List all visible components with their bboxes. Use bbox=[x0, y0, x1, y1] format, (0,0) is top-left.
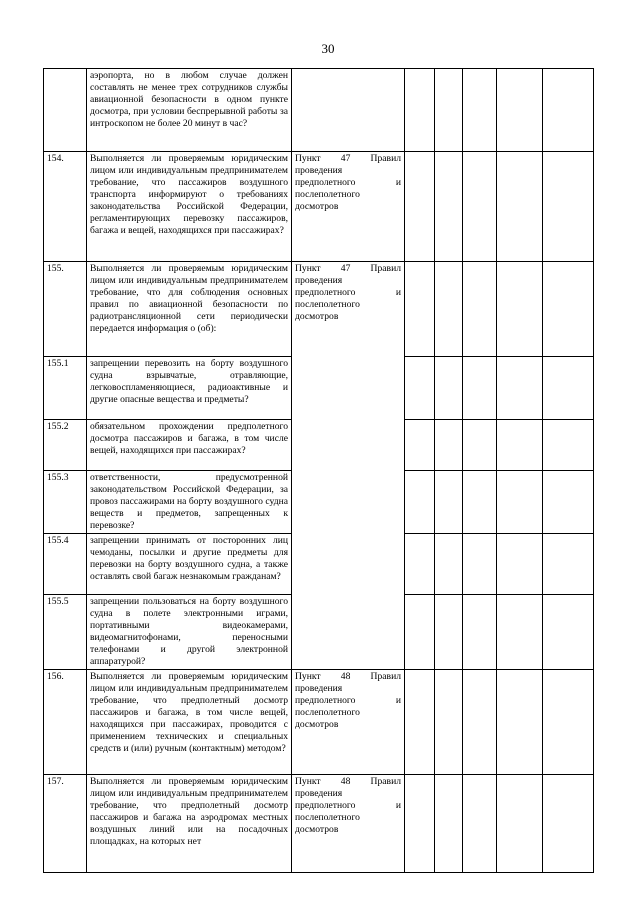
answer-cell[interactable] bbox=[463, 262, 497, 357]
answer-cell[interactable] bbox=[463, 357, 497, 420]
answer-cell[interactable] bbox=[497, 775, 543, 873]
answer-cell[interactable] bbox=[543, 534, 594, 595]
answer-cell[interactable] bbox=[543, 775, 594, 873]
answer-cell[interactable] bbox=[543, 69, 594, 152]
table-row bbox=[44, 775, 594, 873]
answer-cell[interactable] bbox=[405, 420, 435, 471]
item-number bbox=[44, 69, 87, 152]
answer-cell[interactable] bbox=[405, 534, 435, 595]
answer-cell[interactable] bbox=[497, 670, 543, 775]
legal-reference: Пункт 48 Правил проведения предполетного и послеполетного досмотров bbox=[292, 670, 405, 775]
answer-cell[interactable] bbox=[405, 152, 435, 262]
answer-cell[interactable] bbox=[405, 262, 435, 357]
answer-cell[interactable] bbox=[463, 420, 497, 471]
answer-cell[interactable] bbox=[463, 152, 497, 262]
item-number: 155.1 bbox=[44, 357, 87, 420]
answer-cell[interactable] bbox=[405, 595, 435, 670]
answer-cell[interactable] bbox=[435, 420, 463, 471]
answer-cell[interactable] bbox=[435, 152, 463, 262]
answer-cell[interactable] bbox=[497, 262, 543, 357]
answer-cell[interactable] bbox=[543, 471, 594, 534]
answer-cell[interactable] bbox=[405, 357, 435, 420]
legal-reference bbox=[292, 69, 405, 152]
answer-cell[interactable] bbox=[497, 595, 543, 670]
item-number: 156. bbox=[44, 670, 87, 775]
item-number: 155. bbox=[44, 262, 87, 357]
answer-cell[interactable] bbox=[435, 775, 463, 873]
answer-cell[interactable] bbox=[463, 775, 497, 873]
question-text: Выполняется ли проверяемым юридическим лицом или индивидуальным предпринимателем требование, что пассажиров воздушного транспорта информируют о требованиях законодательства Российской Федерации, регламентирующих перевозку пассажиров, багажа и вещей, находящихся при пассажирах? bbox=[87, 152, 292, 262]
answer-cell[interactable] bbox=[543, 152, 594, 262]
answer-cell[interactable] bbox=[497, 534, 543, 595]
answer-cell[interactable] bbox=[497, 471, 543, 534]
answer-cell[interactable] bbox=[497, 69, 543, 152]
table-row bbox=[44, 670, 594, 775]
answer-cell[interactable] bbox=[543, 420, 594, 471]
answer-cell[interactable] bbox=[405, 670, 435, 775]
answer-cell[interactable] bbox=[435, 69, 463, 152]
question-text: аэропорта, но в любом случае должен составлять не менее трех сотрудников службы авиационной безопасности в одном пункте досмотра, при условии беспрерывной работы за интроскопом не более 20 минут в час? bbox=[87, 69, 292, 152]
question-text: ответственности, предусмотренной законодательством Российской Федерации, за провоз пассажирами на борту воздушного судна веществ и предметов, запрещенных к перевозке? bbox=[87, 471, 292, 534]
question-text: запрещении пользоваться на борту воздушного судна в полете электронными играми, портативными видеокамерами, видеомагнитофонами, переносными телефонами и другой электронной аппаратурой? bbox=[87, 595, 292, 670]
answer-cell[interactable] bbox=[497, 357, 543, 420]
answer-cell[interactable] bbox=[543, 595, 594, 670]
answer-cell[interactable] bbox=[543, 262, 594, 357]
answer-cell[interactable] bbox=[435, 357, 463, 420]
answer-cell[interactable] bbox=[463, 595, 497, 670]
item-number: 155.3 bbox=[44, 471, 87, 534]
question-text: запрещении принимать от посторонних лиц чемоданы, посылки и другие предметы для перевозки на борту воздушного судна, а также оставлять свой багаж незнакомым гражданам? bbox=[87, 534, 292, 595]
answer-cell[interactable] bbox=[435, 262, 463, 357]
answer-cell[interactable] bbox=[435, 471, 463, 534]
answer-cell[interactable] bbox=[435, 595, 463, 670]
item-number: 154. bbox=[44, 152, 87, 262]
answer-cell[interactable] bbox=[405, 775, 435, 873]
question-text: обязательном прохождении предполетного досмотра пассажиров и багажа, в том числе вещей, находящихся при пассажирах? bbox=[87, 420, 292, 471]
answer-cell[interactable] bbox=[497, 420, 543, 471]
page-number: 30 bbox=[321, 41, 335, 56]
answer-cell[interactable] bbox=[463, 69, 497, 152]
item-number: 155.4 bbox=[44, 534, 87, 595]
answer-cell[interactable] bbox=[543, 357, 594, 420]
item-number: 157. bbox=[44, 775, 87, 873]
answer-cell[interactable] bbox=[435, 670, 463, 775]
answer-cell[interactable] bbox=[435, 534, 463, 595]
legal-reference: Пункт 47 Правил проведения предполетного и послеполетного досмотров bbox=[292, 152, 405, 262]
checklist-table bbox=[43, 68, 594, 873]
question-text: Выполняется ли проверяемым юридическим лицом или индивидуальным предпринимателем требование, что предполетный досмотр пассажиров и багажа на аэродромах местных воздушных линий или на посадочных площадках, на которых нет bbox=[87, 775, 292, 873]
answer-cell[interactable] bbox=[463, 471, 497, 534]
table-row bbox=[44, 152, 594, 262]
answer-cell[interactable] bbox=[463, 670, 497, 775]
answer-cell[interactable] bbox=[497, 152, 543, 262]
question-text: запрещении перевозить на борту воздушного судна взрывчатые, отравляющие, легковоспламеняющиеся, радиоактивные и другие опасные вещества и предметы? bbox=[87, 357, 292, 420]
item-number: 155.2 bbox=[44, 420, 87, 471]
question-text: Выполняется ли проверяемым юридическим лицом или индивидуальным предпринимателем требование, что предполетный досмотр пассажиров и багажа, в том числе вещей, находящихся при пассажирах, проводится с применением технических и специальных средств и (или) ручным (контактным) методом? bbox=[87, 670, 292, 775]
item-number: 155.5 bbox=[44, 595, 87, 670]
legal-reference: Пункт 47 Правил проведения предполетного и послеполетного досмотров bbox=[292, 262, 405, 670]
question-text: Выполняется ли проверяемым юридическим лицом или индивидуальным предпринимателем требование, что для соблюдения основных правил по авиационной безопасности по радиотрансляционной сети периодически передается информация о (об): bbox=[87, 262, 292, 357]
answer-cell[interactable] bbox=[543, 670, 594, 775]
table-row bbox=[44, 262, 594, 357]
answer-cell[interactable] bbox=[405, 471, 435, 534]
legal-reference: Пункт 48 Правил проведения предполетного и послеполетного досмотров bbox=[292, 775, 405, 873]
answer-cell[interactable] bbox=[405, 69, 435, 152]
table-row bbox=[44, 69, 594, 152]
answer-cell[interactable] bbox=[463, 534, 497, 595]
